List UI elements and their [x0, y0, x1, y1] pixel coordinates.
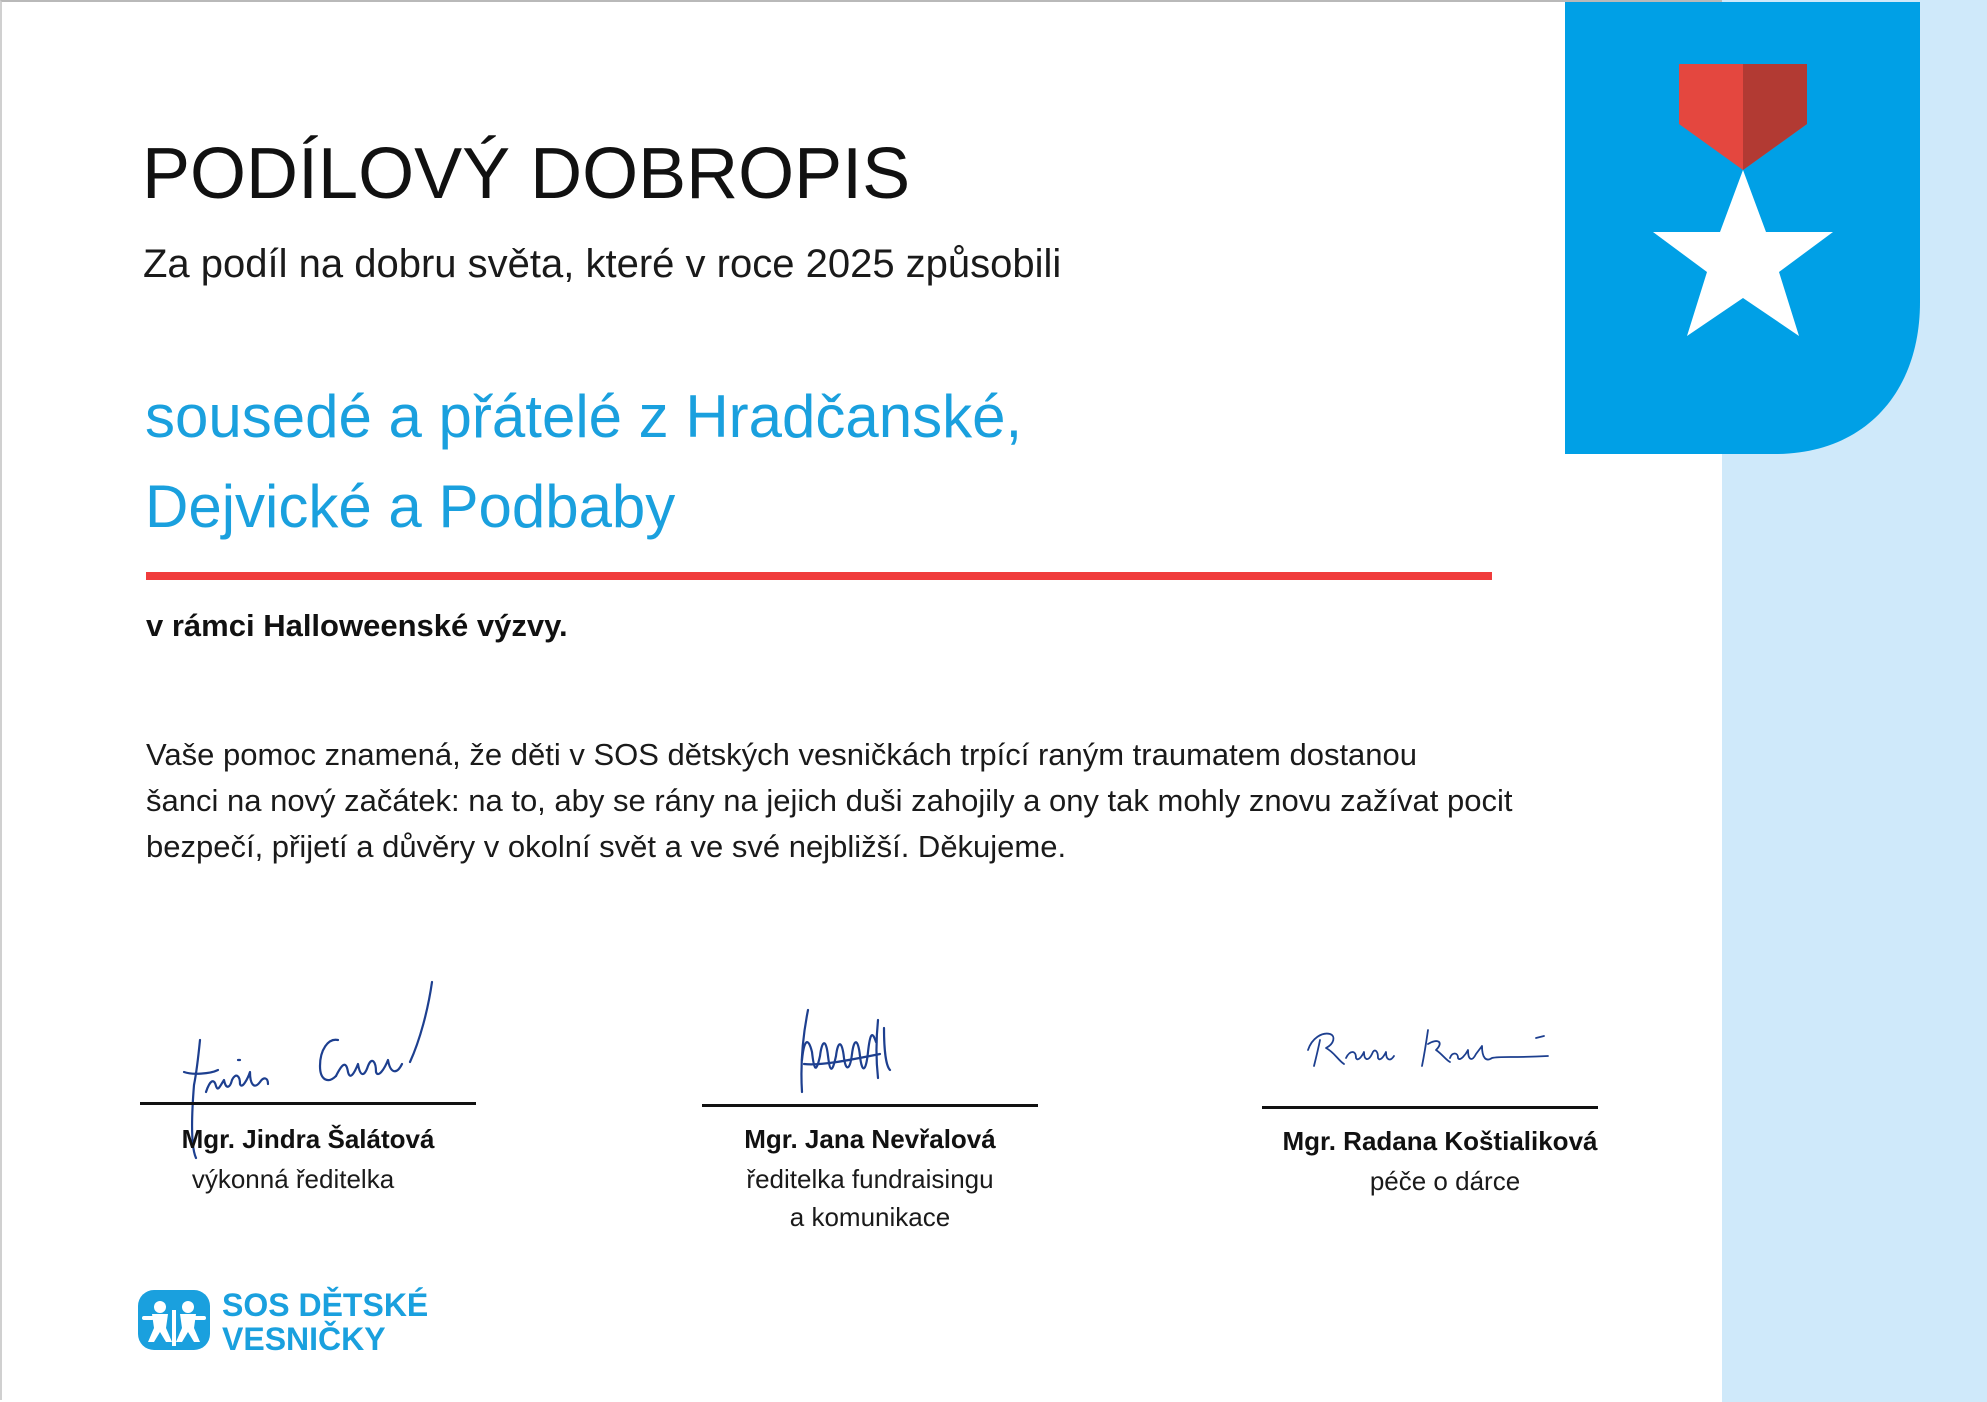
signatory-1-name: Mgr. Jindra Šalátová — [181, 1124, 435, 1154]
signatory-2-role-line-2: a komunikace — [789, 1202, 951, 1232]
logo-line-1: SOS DĚTSKÉ — [222, 1287, 429, 1323]
medal-star-icon — [1565, 2, 1920, 456]
logo-wordmark — [222, 1288, 428, 1356]
recipient-line-1: sousedé a přátelé z Hradčanské, — [145, 383, 1023, 450]
body-line-3: bezpečí, přijetí a důvěry v okolní svět a ve své nejbližší. Děkujeme. — [146, 829, 1067, 864]
signature-line-3 — [1262, 1106, 1598, 1109]
signature-3-image — [1300, 1020, 1560, 1080]
signature-line-2 — [702, 1104, 1038, 1107]
recipient-line-2: Dejvické a Podbaby — [145, 473, 676, 540]
certificate-subtitle: Za podíl na dobru světa, které v roce 2025 způsobili — [143, 242, 1062, 286]
recipient-name — [145, 372, 1022, 552]
campaign-context: v rámci Halloweenské výzvy. — [146, 608, 568, 643]
signatory-1-role: výkonná ředitelka — [191, 1164, 395, 1194]
signatory-2-name: Mgr. Jana Nevřalová — [744, 1124, 996, 1154]
thank-you-text — [146, 732, 1626, 870]
signature-2-image — [780, 1000, 910, 1110]
body-line-2: šanci na nový začátek: na to, aby se rány na jejich duši zahojily a ony tak mohly znovu zažívat pocit — [146, 783, 1513, 818]
logo-line-2: VESNIČKY — [222, 1321, 386, 1357]
signatory-3-name: Mgr. Radana Koštialiková — [1282, 1126, 1598, 1156]
certificate-title: PODÍLOVÝ DOBROPIS — [142, 134, 911, 214]
signature-line-1 — [140, 1102, 476, 1105]
signatory-3-role: péče o dárce — [1369, 1166, 1521, 1196]
sos-children-icon — [138, 1290, 210, 1350]
signatory-2-role-line-1: ředitelka fundraisingu — [746, 1164, 994, 1194]
body-line-1: Vaše pomoc znamená, že děti v SOS dětských vesničkách trpící raným traumatem dostanou — [146, 737, 1418, 772]
red-divider — [146, 572, 1492, 580]
